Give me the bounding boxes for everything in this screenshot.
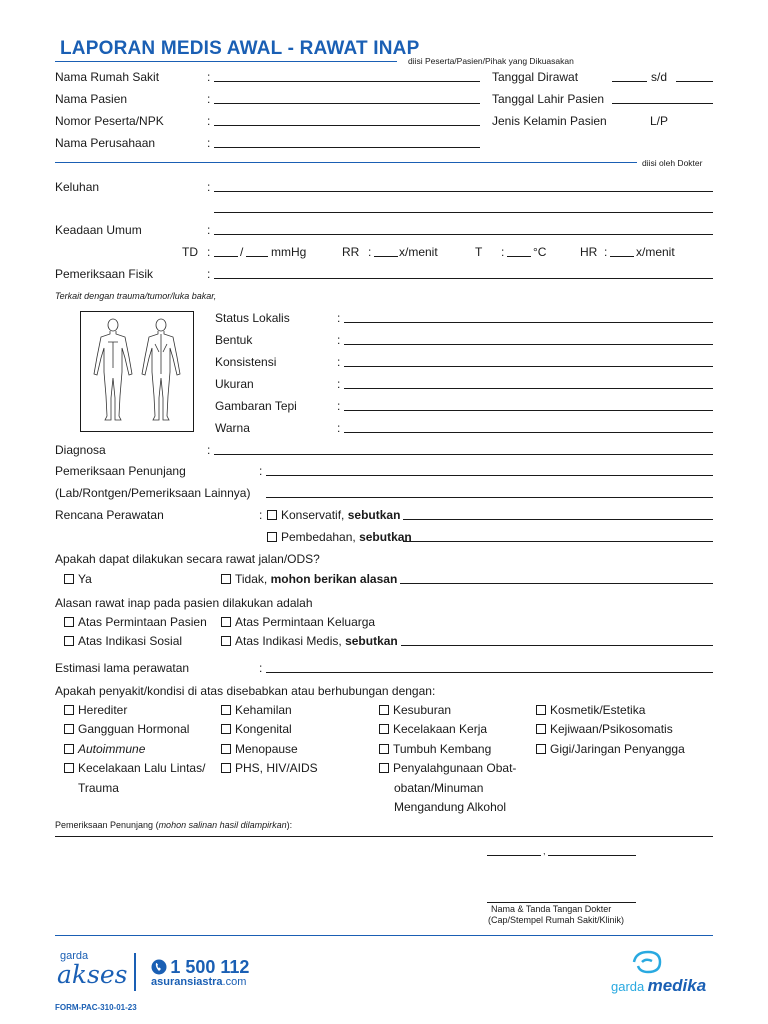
mmhg-unit: mmHg — [271, 245, 307, 259]
logo-divider — [134, 953, 136, 991]
colon: : — [259, 464, 263, 478]
checkbox[interactable] — [379, 744, 389, 754]
colon: : — [259, 661, 263, 675]
substance-abuse-option[interactable]: Penyalahgunaan Obat- — [379, 761, 516, 775]
patient-request-option[interactable]: Atas Permintaan Pasien — [64, 615, 207, 629]
menopause-option[interactable]: Menopause — [221, 742, 298, 756]
size-label: Ukuran — [215, 377, 254, 391]
checkbox[interactable] — [221, 705, 231, 715]
rr-label: RR — [342, 245, 360, 259]
admit-date-label: Tanggal Dirawat — [492, 70, 579, 84]
colon: : — [207, 267, 211, 281]
ods-no-option[interactable]: Tidak, mohon berikan alasan — [221, 572, 397, 586]
social-indication-option[interactable]: Atas Indikasi Sosial — [64, 634, 182, 648]
colon: : — [207, 223, 211, 237]
colon: : — [337, 421, 341, 435]
form-code: FORM-PAC-310-01-23 — [55, 1003, 137, 1012]
checkbox[interactable] — [64, 744, 74, 754]
colon: : — [207, 114, 211, 128]
colon: : — [207, 92, 211, 106]
checkbox[interactable] — [64, 763, 74, 773]
general-condition-label: Keadaan Umum — [55, 223, 142, 237]
pregnancy-option[interactable]: Kehamilan — [221, 703, 292, 717]
checkbox[interactable] — [64, 636, 74, 646]
signature-place-field[interactable] — [487, 855, 541, 856]
attachment-note: Pemeriksaan Penunjang (mohon salinan hasil dilampirkan): — [55, 820, 293, 830]
checkbox[interactable] — [64, 705, 74, 715]
checkbox[interactable] — [379, 724, 389, 734]
ods-question: Apakah dapat dilakukan secara rawat jalan/ODS? — [55, 552, 320, 566]
diagnosis-label: Diagnosa — [55, 443, 106, 457]
phone-block: 1 500 112 — [151, 957, 249, 978]
checkbox[interactable] — [221, 617, 231, 627]
td-slash: / — [240, 245, 244, 259]
physical-exam-field[interactable] — [214, 278, 713, 279]
plan-label: Rencana Perawatan — [55, 508, 164, 522]
td-diastolic-field[interactable] — [246, 256, 268, 257]
colon: : — [337, 377, 341, 391]
colon: : — [207, 70, 211, 84]
family-request-option[interactable]: Atas Permintaan Keluarga — [221, 615, 375, 629]
support-exam-sub: (Lab/Rontgen/Pemeriksaan Lainnya) — [55, 486, 251, 500]
trauma-note: Terkait dengan trauma/tumor/luka bakar, — [55, 291, 217, 301]
ods-reason-field[interactable] — [400, 583, 713, 584]
hr-unit: x/menit — [636, 245, 675, 259]
rr-unit: x/menit — [399, 245, 438, 259]
psychiatric-option[interactable]: Kejiwaan/Psikosomatis — [536, 722, 673, 736]
signature-caption: Nama & Tanda Tangan Dokter — [491, 904, 612, 914]
checkbox[interactable] — [379, 705, 389, 715]
colon: : — [337, 311, 341, 325]
general-condition-field[interactable] — [214, 234, 713, 235]
hereditary-option[interactable]: Herediter — [64, 703, 127, 717]
complaint-label: Keluhan — [55, 180, 100, 194]
hospital-field[interactable] — [214, 81, 480, 82]
admit-start-field[interactable] — [612, 81, 647, 82]
cosmetic-option[interactable]: Kosmetik/Estetika — [536, 703, 645, 717]
checkbox[interactable] — [64, 574, 74, 584]
traffic-accident-cont: Trauma — [78, 781, 119, 795]
checkbox[interactable] — [221, 636, 231, 646]
dob-field[interactable] — [612, 103, 713, 104]
reasons-question: Alasan rawat inap pada pasien dilakukan adalah — [55, 596, 313, 610]
garda-medika-logo-mark — [630, 950, 664, 979]
checkbox[interactable] — [536, 724, 546, 734]
website: asuransiastra.com — [151, 976, 247, 988]
checkbox[interactable] — [64, 724, 74, 734]
checkbox[interactable] — [221, 724, 231, 734]
colon: : — [207, 136, 211, 150]
garda-akses-logo: akses — [57, 960, 128, 989]
work-accident-option[interactable]: Kecelakaan Kerja — [379, 722, 487, 736]
colon: : — [207, 245, 211, 259]
colon: : — [501, 245, 505, 259]
sd-label: s/d — [651, 70, 668, 84]
support-exam-field-2[interactable] — [266, 497, 713, 498]
conservative-option[interactable]: Konservatif, sebutkan — [267, 508, 400, 522]
gender-label: Jenis Kelamin Pasien — [492, 114, 607, 128]
traffic-accident-option[interactable]: Kecelakaan Lalu Lintas/ — [64, 761, 205, 775]
attachment-line — [55, 836, 713, 837]
colon: : — [207, 180, 211, 194]
support-exam-label: Pemeriksaan Penunjang — [55, 464, 186, 478]
signature-date-field[interactable] — [548, 855, 636, 856]
complaint-field[interactable] — [214, 191, 713, 192]
temp-field[interactable] — [507, 256, 531, 257]
edge-label: Gambaran Tepi — [215, 399, 297, 413]
conservative-field[interactable] — [403, 519, 713, 520]
medical-indication-option[interactable]: Atas Indikasi Medis, sebutkan — [221, 634, 398, 648]
title-underline — [55, 61, 397, 62]
hospital-label: Nama Rumah Sakit — [55, 70, 160, 84]
doctor-section-divider — [55, 162, 637, 163]
diagnosis-field[interactable] — [214, 454, 713, 455]
support-exam-field[interactable] — [266, 475, 713, 476]
local-status-label: Status Lokalis — [215, 311, 290, 325]
member-number-label: Nomor Peserta/NPK — [55, 114, 164, 128]
size-field[interactable] — [344, 388, 713, 389]
company-label: Nama Perusahaan — [55, 136, 156, 150]
checkbox[interactable] — [267, 532, 277, 542]
local-status-field[interactable] — [344, 322, 713, 323]
fertility-option[interactable]: Kesuburan — [379, 703, 451, 717]
consistency-label: Konsistensi — [215, 355, 277, 369]
consistency-field[interactable] — [344, 366, 713, 367]
gender-value[interactable]: L/P — [650, 114, 669, 128]
member-number-field[interactable] — [214, 125, 480, 126]
footer-divider — [55, 935, 713, 936]
dental-option[interactable]: Gigi/Jaringan Penyangga — [536, 742, 685, 756]
phs-hiv-option[interactable]: PHS, HIV/AIDS — [221, 761, 318, 775]
participant-note: diisi Peserta/Pasien/Pihak yang Dikuasakan — [408, 56, 574, 66]
color-label: Warna — [215, 421, 250, 435]
garda-medika-swirl-icon — [630, 950, 664, 976]
checkbox[interactable] — [221, 763, 231, 773]
colon: : — [207, 443, 211, 457]
substance-abuse-cont-2: Mengandung Alkohol — [394, 800, 507, 814]
autoimmune-option[interactable]: Autoimmune — [64, 742, 145, 756]
complaint-field-2[interactable] — [214, 212, 713, 213]
colon: : — [368, 245, 372, 259]
rr-field[interactable] — [374, 256, 398, 257]
estimate-label: Estimasi lama perawatan — [55, 661, 190, 675]
growth-option[interactable]: Tumbuh Kembang — [379, 742, 491, 756]
conditions-question: Apakah penyakit/kondisi di atas disebabkan atau berhubungan dengan: — [55, 684, 436, 698]
company-field[interactable] — [214, 147, 480, 148]
shape-label: Bentuk — [215, 333, 253, 347]
patient-name-label: Nama Pasien — [55, 92, 128, 106]
substance-abuse-cont-1: obatan/Minuman — [394, 781, 484, 795]
doctor-note: diisi oleh Dokter — [642, 158, 703, 168]
checkbox[interactable] — [379, 763, 389, 773]
temp-label: T — [475, 245, 483, 259]
congenital-option[interactable]: Kongenital — [221, 722, 292, 736]
edge-field[interactable] — [344, 410, 713, 411]
surgery-field[interactable] — [403, 541, 713, 542]
td-label: TD — [182, 245, 198, 259]
medical-indication-field[interactable] — [401, 645, 713, 646]
hr-field[interactable] — [610, 256, 634, 257]
garda-akses-small: garda — [60, 950, 89, 962]
patient-name-field[interactable] — [214, 103, 480, 104]
phone-icon — [151, 959, 167, 975]
signature-line[interactable] — [487, 902, 636, 903]
colon: : — [337, 399, 341, 413]
surgery-option[interactable]: Pembedahan, sebutkan — [267, 530, 412, 544]
checkbox[interactable] — [536, 705, 546, 715]
body-outline-icon — [81, 312, 193, 431]
stamp-caption: (Cap/Stempel Rumah Sakit/Klinik) — [488, 915, 625, 925]
checkbox[interactable] — [267, 510, 277, 520]
dob-label: Tanggal Lahir Pasien — [492, 92, 605, 106]
checkbox[interactable] — [64, 617, 74, 627]
checkbox[interactable] — [221, 574, 231, 584]
ods-yes-option[interactable]: Ya — [64, 572, 92, 586]
body-diagram[interactable] — [80, 311, 194, 432]
colon: : — [604, 245, 608, 259]
physical-exam-label: Pemeriksaan Fisik — [55, 267, 154, 281]
td-systolic-field[interactable] — [214, 256, 238, 257]
signature-comma: , — [543, 846, 546, 856]
shape-field[interactable] — [344, 344, 713, 345]
checkbox[interactable] — [221, 744, 231, 754]
colon: : — [337, 355, 341, 369]
estimate-field[interactable] — [266, 672, 713, 673]
admit-end-field[interactable] — [676, 81, 713, 82]
color-field[interactable] — [344, 432, 713, 433]
checkbox[interactable] — [536, 744, 546, 754]
temp-unit: °C — [533, 245, 547, 259]
page-title: LAPORAN MEDIS AWAL - RAWAT INAP — [60, 38, 420, 59]
hormonal-option[interactable]: Gangguan Hormonal — [64, 722, 189, 736]
colon: : — [259, 508, 263, 522]
colon: : — [337, 333, 341, 347]
hr-label: HR — [580, 245, 598, 259]
garda-medika-logo: garda medika — [611, 976, 707, 995]
